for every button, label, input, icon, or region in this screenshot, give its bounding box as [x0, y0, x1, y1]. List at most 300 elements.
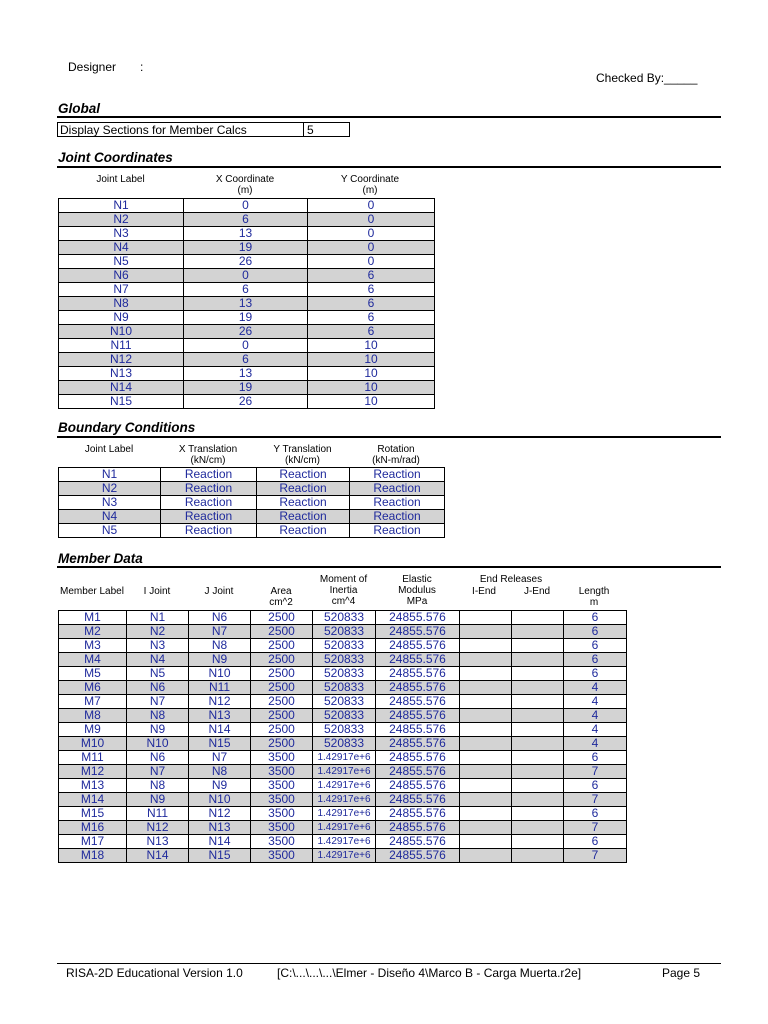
- table-cell: M8: [59, 709, 127, 723]
- table-row: [59, 524, 445, 538]
- table-cell: N10: [189, 667, 251, 681]
- table-cell: 6: [308, 269, 435, 283]
- table-cell: [512, 639, 564, 653]
- table-cell: M5: [59, 667, 127, 681]
- table-cell: 1.42917e+6: [313, 793, 376, 807]
- table-cell: 7: [564, 765, 627, 779]
- table-row: [59, 496, 445, 510]
- column-header-length: Length m: [578, 586, 610, 608]
- table-cell: 24855.576: [376, 835, 460, 849]
- column-header-j-joint: J Joint: [204, 586, 234, 597]
- table-row: [59, 765, 627, 779]
- table-cell: N8: [127, 779, 189, 793]
- table-cell: Reaction: [257, 524, 350, 538]
- column-header-i-joint: I Joint: [143, 586, 171, 597]
- table-cell: N10: [59, 325, 184, 339]
- table-cell: 2500: [251, 611, 313, 625]
- table-cell: 19: [184, 241, 308, 255]
- table-cell: 6: [564, 611, 627, 625]
- table-cell: [460, 695, 512, 709]
- table-cell: [460, 681, 512, 695]
- table-row: [59, 395, 435, 409]
- table-cell: 3500: [251, 835, 313, 849]
- table-cell: 0: [308, 213, 435, 227]
- table-cell: 6: [564, 807, 627, 821]
- table-cell: 0: [308, 227, 435, 241]
- table-cell: [512, 751, 564, 765]
- table-cell: 1.42917e+6: [313, 779, 376, 793]
- table-cell: 3500: [251, 821, 313, 835]
- table-cell: 19: [184, 381, 308, 395]
- table-cell: 6: [308, 297, 435, 311]
- table-cell: N3: [127, 639, 189, 653]
- table-cell: N1: [59, 199, 184, 213]
- column-header-moment-of-inertia: Moment of Inertia cm^4: [319, 574, 368, 607]
- table-cell: 520833: [313, 611, 376, 625]
- table-cell: N10: [189, 793, 251, 807]
- table-row: [59, 510, 445, 524]
- table-row: [59, 751, 627, 765]
- table-row: [59, 821, 627, 835]
- column-header-y-translation: Y Translation (kN/cm): [273, 444, 332, 466]
- table-cell: 13: [184, 227, 308, 241]
- table-cell: N2: [127, 625, 189, 639]
- section-rule-joint-coordinates: [57, 166, 721, 168]
- table-cell: 24855.576: [376, 611, 460, 625]
- table-cell: N8: [189, 765, 251, 779]
- table-cell: [512, 849, 564, 863]
- table-cell: Reaction: [257, 482, 350, 496]
- table-cell: 24855.576: [376, 807, 460, 821]
- table-cell: [460, 709, 512, 723]
- table-cell: 10: [308, 395, 435, 409]
- column-header-member-label: Member Label: [60, 586, 124, 597]
- table-cell: 0: [184, 339, 308, 353]
- column-header-bc-joint-label: Joint Label: [84, 444, 134, 455]
- table-cell: M6: [59, 681, 127, 695]
- table-cell: N9: [127, 793, 189, 807]
- table-cell: [460, 639, 512, 653]
- table-cell: [512, 611, 564, 625]
- table-cell: 24855.576: [376, 653, 460, 667]
- table-row: [59, 297, 435, 311]
- table-cell: N11: [189, 681, 251, 695]
- table-cell: [512, 835, 564, 849]
- table-cell: [512, 625, 564, 639]
- table-row: [59, 793, 627, 807]
- table-cell: 10: [308, 381, 435, 395]
- table-cell: 520833: [313, 625, 376, 639]
- table-cell: M4: [59, 653, 127, 667]
- table-cell: 2500: [251, 653, 313, 667]
- table-cell: [460, 793, 512, 807]
- table-cell: 520833: [313, 709, 376, 723]
- member-data-table: [58, 610, 627, 863]
- table-cell: N13: [59, 367, 184, 381]
- table-cell: [460, 807, 512, 821]
- table-row: [59, 353, 435, 367]
- table-cell: 24855.576: [376, 625, 460, 639]
- section-title-member-data: Member Data: [58, 551, 143, 566]
- table-cell: 24855.576: [376, 681, 460, 695]
- table-cell: Reaction: [350, 524, 445, 538]
- table-cell: 13: [184, 297, 308, 311]
- table-cell: 6: [184, 213, 308, 227]
- table-cell: 6: [564, 835, 627, 849]
- table-cell: N11: [59, 339, 184, 353]
- table-row: [59, 339, 435, 353]
- table-cell: N7: [59, 283, 184, 297]
- section-title-boundary-conditions: Boundary Conditions: [58, 420, 196, 435]
- designer-colon: :: [140, 60, 144, 74]
- table-cell: 6: [564, 639, 627, 653]
- table-row: [59, 283, 435, 297]
- table-cell: 6: [564, 653, 627, 667]
- table-cell: N6: [127, 751, 189, 765]
- table-cell: N6: [189, 611, 251, 625]
- table-cell: 24855.576: [376, 667, 460, 681]
- column-header-area: Area cm^2: [269, 586, 293, 608]
- table-row: [59, 227, 435, 241]
- section-rule-global: [57, 116, 721, 118]
- table-cell: 2500: [251, 667, 313, 681]
- table-cell: 520833: [313, 681, 376, 695]
- table-cell: 2500: [251, 737, 313, 751]
- table-cell: [460, 667, 512, 681]
- table-cell: 24855.576: [376, 737, 460, 751]
- table-cell: [460, 849, 512, 863]
- table-cell: N11: [127, 807, 189, 821]
- table-cell: 6: [564, 667, 627, 681]
- table-cell: N5: [59, 255, 184, 269]
- table-row: [59, 468, 445, 482]
- table-cell: N12: [189, 807, 251, 821]
- table-cell: 6: [184, 353, 308, 367]
- table-cell: M16: [59, 821, 127, 835]
- table-row: [59, 723, 627, 737]
- table-cell: 0: [184, 269, 308, 283]
- table-cell: Reaction: [161, 468, 257, 482]
- table-cell: N2: [59, 482, 161, 496]
- table-cell: 10: [308, 353, 435, 367]
- table-cell: N15: [189, 849, 251, 863]
- table-row: [59, 667, 627, 681]
- table-cell: 1.42917e+6: [313, 807, 376, 821]
- table-cell: 24855.576: [376, 751, 460, 765]
- table-cell: 13: [184, 367, 308, 381]
- table-cell: 6: [564, 751, 627, 765]
- table-cell: 26: [184, 255, 308, 269]
- table-cell: 4: [564, 723, 627, 737]
- table-cell: Reaction: [161, 496, 257, 510]
- column-header-i-end: I-End: [472, 586, 496, 597]
- table-cell: N9: [189, 779, 251, 793]
- table-cell: 1.42917e+6: [313, 751, 376, 765]
- table-cell: M12: [59, 765, 127, 779]
- table-cell: Reaction: [161, 524, 257, 538]
- table-cell: 24855.576: [376, 765, 460, 779]
- table-cell: 10: [308, 367, 435, 381]
- table-cell: M18: [59, 849, 127, 863]
- section-title-global: Global: [58, 101, 101, 116]
- table-cell: 0: [184, 199, 308, 213]
- table-cell: 2500: [251, 625, 313, 639]
- table-cell: N13: [189, 709, 251, 723]
- table-cell: N14: [189, 835, 251, 849]
- table-cell: [512, 653, 564, 667]
- table-cell: 4: [564, 709, 627, 723]
- table-row: [59, 255, 435, 269]
- table-cell: 2500: [251, 639, 313, 653]
- table-cell: 0: [308, 255, 435, 269]
- table-cell: 1.42917e+6: [313, 849, 376, 863]
- table-cell: M15: [59, 807, 127, 821]
- table-cell: [512, 779, 564, 793]
- table-cell: Reaction: [350, 482, 445, 496]
- table-row: [59, 199, 435, 213]
- table-cell: [460, 737, 512, 751]
- table-row: [59, 695, 627, 709]
- global-setting-value: 5: [303, 122, 350, 137]
- table-cell: [512, 793, 564, 807]
- table-cell: N4: [127, 653, 189, 667]
- table-cell: 4: [564, 737, 627, 751]
- designer-label: Designer: [68, 60, 117, 74]
- table-cell: [460, 625, 512, 639]
- table-cell: N12: [189, 695, 251, 709]
- table-row: [59, 681, 627, 695]
- table-row: [59, 611, 627, 625]
- table-cell: N8: [189, 639, 251, 653]
- table-cell: [512, 737, 564, 751]
- column-header-y-coordinate: Y Coordinate (m): [340, 174, 400, 196]
- table-cell: Reaction: [257, 496, 350, 510]
- table-cell: N3: [59, 496, 161, 510]
- table-cell: M9: [59, 723, 127, 737]
- table-cell: 24855.576: [376, 723, 460, 737]
- column-header-end-releases: End Releases: [479, 574, 543, 585]
- footer-file-path: [C:\...\...\...\Elmer - Diseño 4\Marco B - Carga Muerta.r2e]: [277, 966, 582, 980]
- table-cell: 7: [564, 821, 627, 835]
- table-cell: 3500: [251, 807, 313, 821]
- table-cell: 6: [184, 283, 308, 297]
- table-cell: M3: [59, 639, 127, 653]
- table-cell: 24855.576: [376, 779, 460, 793]
- footer-page-number: Page 5: [662, 966, 701, 980]
- joint-coordinates-table: [58, 198, 435, 409]
- table-cell: N12: [59, 353, 184, 367]
- section-rule-member-data: [57, 566, 721, 568]
- table-cell: 3500: [251, 751, 313, 765]
- table-cell: N1: [127, 611, 189, 625]
- table-cell: 520833: [313, 653, 376, 667]
- table-cell: N7: [127, 765, 189, 779]
- table-cell: 19: [184, 311, 308, 325]
- column-header-joint-label: Joint Label: [96, 174, 145, 185]
- table-row: [59, 807, 627, 821]
- table-row: [59, 653, 627, 667]
- table-row: [59, 835, 627, 849]
- table-cell: 0: [308, 241, 435, 255]
- table-cell: [512, 807, 564, 821]
- table-cell: 24855.576: [376, 849, 460, 863]
- table-cell: 6: [564, 625, 627, 639]
- table-cell: [512, 723, 564, 737]
- table-cell: M11: [59, 751, 127, 765]
- table-cell: Reaction: [350, 496, 445, 510]
- table-cell: 26: [184, 325, 308, 339]
- table-row: [59, 639, 627, 653]
- table-row: [59, 709, 627, 723]
- table-cell: Reaction: [161, 482, 257, 496]
- table-cell: N5: [127, 667, 189, 681]
- table-cell: N9: [59, 311, 184, 325]
- table-cell: N15: [189, 737, 251, 751]
- table-cell: Reaction: [350, 468, 445, 482]
- table-cell: N7: [189, 625, 251, 639]
- table-cell: 520833: [313, 723, 376, 737]
- table-cell: N2: [59, 213, 184, 227]
- table-cell: M1: [59, 611, 127, 625]
- table-cell: [512, 709, 564, 723]
- table-cell: [460, 611, 512, 625]
- table-cell: Reaction: [161, 510, 257, 524]
- table-cell: M7: [59, 695, 127, 709]
- boundary-conditions-table: [58, 467, 445, 538]
- table-cell: [512, 695, 564, 709]
- section-title-joint-coordinates: Joint Coordinates: [58, 150, 173, 165]
- table-cell: N9: [189, 653, 251, 667]
- table-cell: 3500: [251, 793, 313, 807]
- table-cell: N4: [59, 241, 184, 255]
- table-row: [59, 779, 627, 793]
- table-cell: N14: [59, 381, 184, 395]
- table-cell: Reaction: [350, 510, 445, 524]
- table-row: [59, 625, 627, 639]
- table-row: [59, 367, 435, 381]
- table-cell: N7: [189, 751, 251, 765]
- checked-by-label: Checked By:_____: [596, 71, 698, 85]
- table-cell: 4: [564, 681, 627, 695]
- table-cell: 10: [308, 339, 435, 353]
- table-cell: [460, 821, 512, 835]
- table-cell: 24855.576: [376, 639, 460, 653]
- table-cell: 7: [564, 793, 627, 807]
- table-cell: 24855.576: [376, 821, 460, 835]
- table-cell: N1: [59, 468, 161, 482]
- table-cell: 2500: [251, 681, 313, 695]
- table-cell: N13: [127, 835, 189, 849]
- table-cell: 6: [308, 311, 435, 325]
- table-cell: [460, 751, 512, 765]
- column-header-x-translation: X Translation (kN/cm): [178, 444, 238, 466]
- table-cell: M2: [59, 625, 127, 639]
- table-cell: 4: [564, 695, 627, 709]
- table-cell: M10: [59, 737, 127, 751]
- table-cell: 6: [308, 325, 435, 339]
- table-row: [59, 269, 435, 283]
- table-cell: 7: [564, 849, 627, 863]
- table-cell: [512, 765, 564, 779]
- table-cell: N7: [127, 695, 189, 709]
- table-cell: N6: [127, 681, 189, 695]
- table-cell: [512, 681, 564, 695]
- table-cell: N9: [127, 723, 189, 737]
- table-cell: Reaction: [257, 468, 350, 482]
- table-cell: 2500: [251, 695, 313, 709]
- table-row: [59, 241, 435, 255]
- footer-software-version: RISA-2D Educational Version 1.0: [66, 966, 243, 980]
- table-cell: [460, 653, 512, 667]
- table-cell: Reaction: [257, 510, 350, 524]
- table-cell: 520833: [313, 639, 376, 653]
- footer-rule: [57, 963, 721, 964]
- table-cell: 520833: [313, 695, 376, 709]
- table-cell: N14: [127, 849, 189, 863]
- column-header-rotation: Rotation (kN-m/rad): [372, 444, 420, 466]
- table-cell: 26: [184, 395, 308, 409]
- table-cell: 6: [564, 779, 627, 793]
- table-cell: [460, 765, 512, 779]
- table-cell: 520833: [313, 667, 376, 681]
- table-cell: 3500: [251, 779, 313, 793]
- table-cell: N8: [127, 709, 189, 723]
- table-cell: N15: [59, 395, 184, 409]
- table-cell: 2500: [251, 709, 313, 723]
- global-setting-label: Display Sections for Member Calcs: [57, 122, 304, 137]
- table-row: [59, 325, 435, 339]
- table-cell: 520833: [313, 737, 376, 751]
- table-cell: 1.42917e+6: [313, 821, 376, 835]
- table-cell: [512, 667, 564, 681]
- table-row: [59, 737, 627, 751]
- table-cell: N8: [59, 297, 184, 311]
- table-cell: 24855.576: [376, 793, 460, 807]
- table-cell: M14: [59, 793, 127, 807]
- table-row: [59, 482, 445, 496]
- column-header-x-coordinate: X Coordinate (m): [215, 174, 275, 196]
- table-cell: [460, 835, 512, 849]
- table-cell: N5: [59, 524, 161, 538]
- table-cell: N14: [189, 723, 251, 737]
- table-cell: N3: [59, 227, 184, 241]
- table-cell: [460, 723, 512, 737]
- table-row: [59, 849, 627, 863]
- table-cell: 1.42917e+6: [313, 765, 376, 779]
- table-row: [59, 213, 435, 227]
- table-cell: 3500: [251, 765, 313, 779]
- table-cell: N4: [59, 510, 161, 524]
- table-cell: N12: [127, 821, 189, 835]
- table-cell: N13: [189, 821, 251, 835]
- table-cell: N10: [127, 737, 189, 751]
- table-cell: M13: [59, 779, 127, 793]
- table-cell: 2500: [251, 723, 313, 737]
- table-cell: 0: [308, 199, 435, 213]
- column-header-elastic-modulus: Elastic Modulus MPa: [398, 574, 436, 607]
- section-rule-boundary-conditions: [57, 436, 721, 438]
- table-cell: N6: [59, 269, 184, 283]
- table-row: [59, 311, 435, 325]
- table-cell: 1.42917e+6: [313, 835, 376, 849]
- table-row: [59, 381, 435, 395]
- table-cell: 3500: [251, 849, 313, 863]
- table-cell: [512, 821, 564, 835]
- table-cell: 24855.576: [376, 709, 460, 723]
- table-cell: 24855.576: [376, 695, 460, 709]
- table-cell: 6: [308, 283, 435, 297]
- column-header-j-end: J-End: [523, 586, 551, 597]
